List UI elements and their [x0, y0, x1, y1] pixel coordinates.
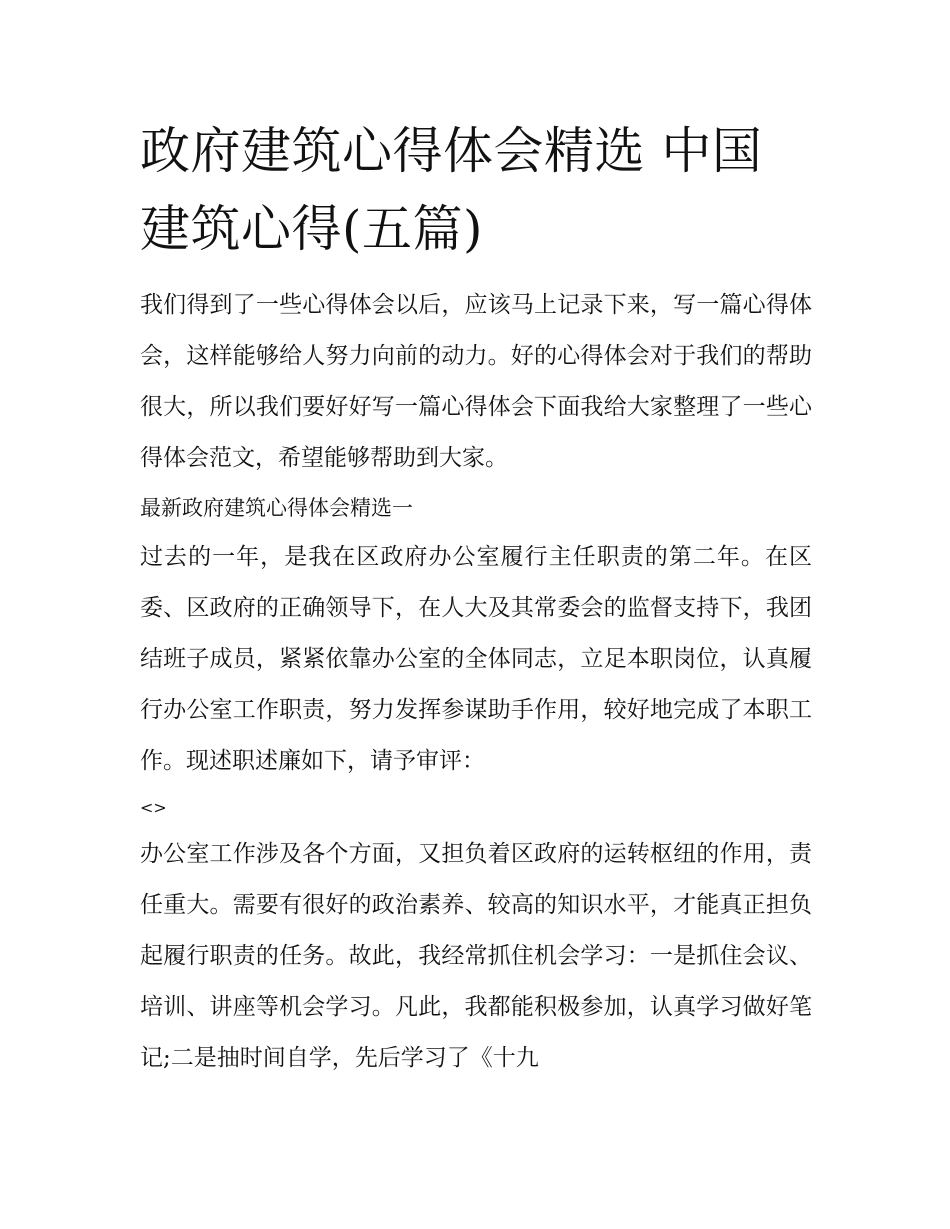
document-page — [140, 112, 812, 1084]
body-paragraph-1: 过去的一年，是我在区政府办公室履行主任职责的第二年。在区委、区政府的正确领导下，在人大及其常委会的监督支持下，我团结班子成员，紧紧依靠办公室的全体同志，立足本职岗位，认真履行办公室工作职责，努力发挥参谋助手作用，较好地完成了本职工作。现述职述廉如下，请予审评： — [140, 544, 812, 774]
body-paragraph-2: 办公室工作涉及各个方面，又担负着区政府的运转枢纽的作用，责任重大。需要有很好的政治素养、较高的知识水平，才能真正担负起履行职责的任务。故此，我经常抓住机会学习：一是抓住会议、培训、讲座等机会学习。凡此，我都能积极参加，认真学习做好笔记;二是抽时间自学，先后学习了《十九 — [140, 841, 812, 1071]
intro-paragraph: 我们得到了一些心得体会以后，应该马上记录下来，写一篇心得体会，这样能够给人努力向前的动力。好的心得体会对于我们的帮助很大，所以我们要好好写一篇心得体会下面我给大家整理了一些心得体会范文，希望能够帮助到大家。 — [140, 292, 812, 471]
section-heading: 最新政府建筑心得体会精选一 — [140, 496, 413, 520]
placeholder-marker: <> — [140, 798, 167, 817]
document-title: 政府建筑心得体会精选 中国建筑心得(五篇) — [140, 122, 763, 258]
